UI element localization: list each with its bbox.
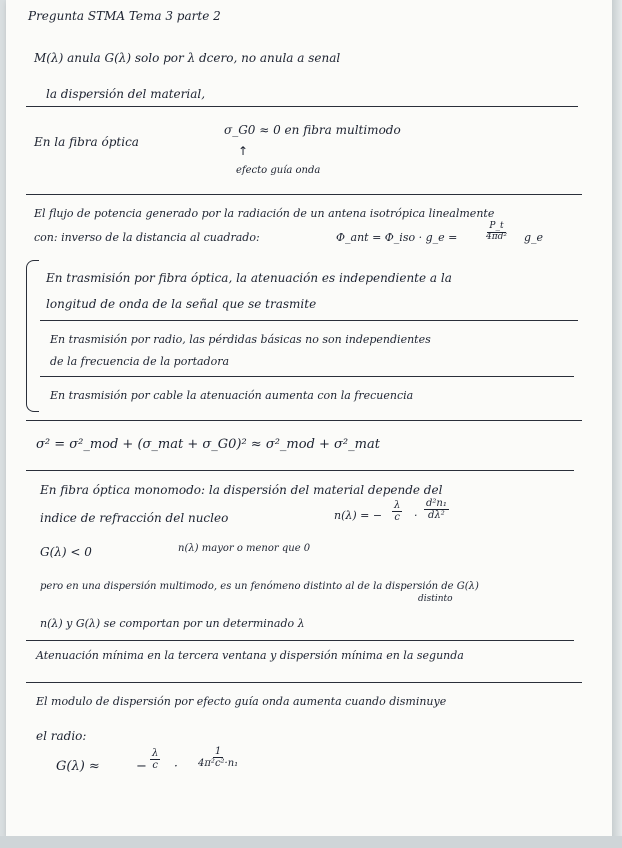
formula-dot: · xyxy=(414,509,418,522)
note-line: En trasmisión por cable la atenuación aumenta con la frecuencia xyxy=(50,389,414,402)
divider xyxy=(40,376,574,377)
note-line: El flujo de potencia generado por la radiación de un antena isotrópica linealmente xyxy=(34,207,495,220)
divider xyxy=(26,470,574,471)
page-edge xyxy=(612,0,622,848)
fraction-numerator: P_t xyxy=(489,221,504,231)
fraction-numerator: 1 xyxy=(214,746,222,757)
bracket xyxy=(26,260,39,412)
divider xyxy=(40,320,578,321)
note-line: de la frecuencia de la portadora xyxy=(50,355,230,368)
formula-minus: − xyxy=(136,759,147,774)
dispersion-formula: σ² = σ²_mod + (σ_mat + σ_G0)² ≈ σ²_mod + σ²_mat xyxy=(36,437,380,452)
fraction-numerator: λ xyxy=(394,500,401,511)
fraction-denominator: 4πd² xyxy=(486,231,508,242)
divider xyxy=(26,682,582,683)
note-line: con: inverso de la distancia al cuadrado: xyxy=(34,231,260,244)
fraction-denominator: c xyxy=(394,512,400,523)
formula-tail: g_e xyxy=(524,231,544,244)
formula-fraction xyxy=(484,222,509,243)
note-line: M(λ) anula G(λ) solo por λ dcero, no anula a senal xyxy=(34,51,341,65)
note-line: Atenuación mínima en la tercera ventana y dispersión mínima en la segunda xyxy=(36,649,464,662)
note-line: En fibra óptica monomodo: la dispersión del material depende del xyxy=(40,483,443,497)
fraction-denominator: 4π²c²·n₁ xyxy=(198,758,239,769)
note-line: la dispersión del material, xyxy=(46,87,206,101)
note-line: distinto xyxy=(418,594,453,604)
note-line: el radio: xyxy=(36,729,87,743)
formula-dot: · xyxy=(174,759,178,773)
note-line: pero en una dispersión multimodo, es un fenómeno distinto al de la dispersión de G(λ) xyxy=(40,581,479,592)
fraction-numerator: λ xyxy=(152,748,159,759)
note-line: σ_G0 ≈ 0 en fibra multimodo xyxy=(224,123,401,137)
fraction-denominator: c xyxy=(152,760,158,771)
divider xyxy=(26,106,578,107)
note-line: efecto guía onda xyxy=(236,165,321,176)
note-line: El modulo de dispersión por efecto guía onda aumenta cuando disminuye xyxy=(36,695,447,708)
note-line: n(λ) y G(λ) se comportan por un determinado λ xyxy=(40,617,305,630)
note-line: indice de refracción del nucleo xyxy=(40,511,229,525)
up-arrow-icon: ↑ xyxy=(238,144,249,158)
divider xyxy=(26,640,574,641)
formula-fraction xyxy=(424,498,449,521)
formula-lhs: Φ_ant = Φ_iso · g_e = xyxy=(336,231,458,244)
note-line: n(λ) mayor o menor que 0 xyxy=(178,543,311,554)
background-surface xyxy=(0,836,622,848)
page-title: Pregunta STMA Tema 3 parte 2 xyxy=(28,9,221,23)
divider xyxy=(26,420,582,421)
note-line: En la fibra óptica xyxy=(34,135,139,149)
note-line: longitud de onda de la señal que se trasmite xyxy=(46,297,317,311)
notebook-page xyxy=(6,0,612,836)
formula-lhs: n(λ) = − xyxy=(334,509,383,522)
divider xyxy=(26,194,582,195)
note-line: En trasmisión por fibra óptica, la atenuación es independiente a la xyxy=(46,271,452,285)
note-line: G(λ) < 0 xyxy=(40,545,92,559)
formula-lhs: G(λ) ≈ xyxy=(56,759,100,774)
formula-fraction xyxy=(392,500,402,523)
formula-fraction xyxy=(196,746,240,769)
formula-fraction xyxy=(150,748,160,771)
fraction-denominator: dλ² xyxy=(428,510,445,521)
note-line: En trasmisión por radio, las pérdidas básicas no son independientes xyxy=(50,333,431,346)
fraction-numerator: d²n₁ xyxy=(426,498,447,509)
